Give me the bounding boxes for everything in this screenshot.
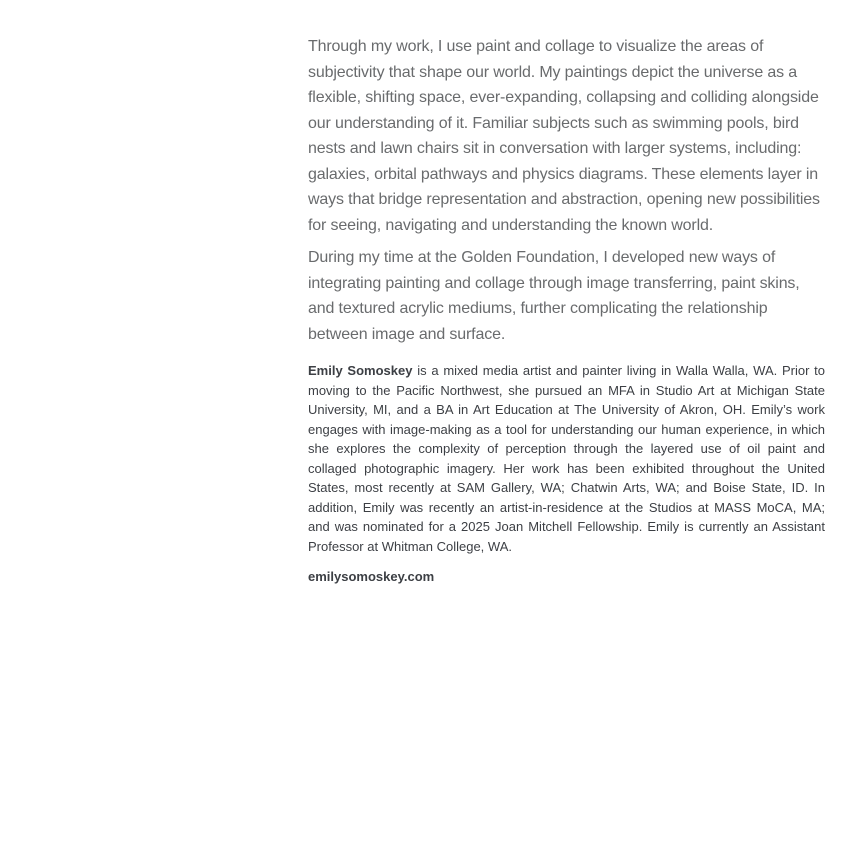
- bio-paragraph: [308, 361, 825, 556]
- artist-statement-section: [308, 34, 825, 347]
- bio-text: is a mixed media artist and painter living in Walla Walla, WA. Prior to moving to the Pacific Northwest, she pursued an MFA in Studio Art at Michigan State University, MI, and a BA in Art Education at The University of Akron, OH. Emily’s work engages with image-making as a tool for understanding our human experience, in which she explores the complexity of perception through the layered use of oil paint and collaged photographic imagery. Her work has been exhibited throughout the United States, most recently at SAM Gallery, WA; Chatwin Arts, WA; and Boise State, ID. In addition, Emily was recently an artist-in-residence at the Studios at MASS MoCA, MA; and was nominated for a 2025 Joan Mitchell Fellowship. Emily is currently an Assistant Professor at Whitman College, WA.: [308, 363, 826, 554]
- website-text: emilysomoskey.com: [308, 569, 435, 584]
- artist-name: Emily Somoskey: [308, 363, 413, 378]
- text-column: [308, 34, 825, 587]
- statement-paragraph-1: Through my work, I use paint and collage to visualize the areas of subjectivity that shape our world. My paintings depict the universe as a flexible, shifting space, ever-expanding, collapsing and colliding alongside our understanding of it. Familiar subjects such as swimming pools, bird nests and lawn chairs sit in conversation with larger systems, including: galaxies, orbital pathways and physics diagrams. These elements layer in ways that bridge representation and abstraction, opening new possibilities for seeing, navigating and understanding the known world.: [308, 38, 820, 234]
- statement-paragraph-2: During my time at the Golden Foundation, I developed new ways of integrating painting and collage through image transferring, paint skins, and textured acrylic mediums, further complicating the relationship between image and surface.: [308, 249, 800, 343]
- artist-bio-section: [308, 361, 825, 587]
